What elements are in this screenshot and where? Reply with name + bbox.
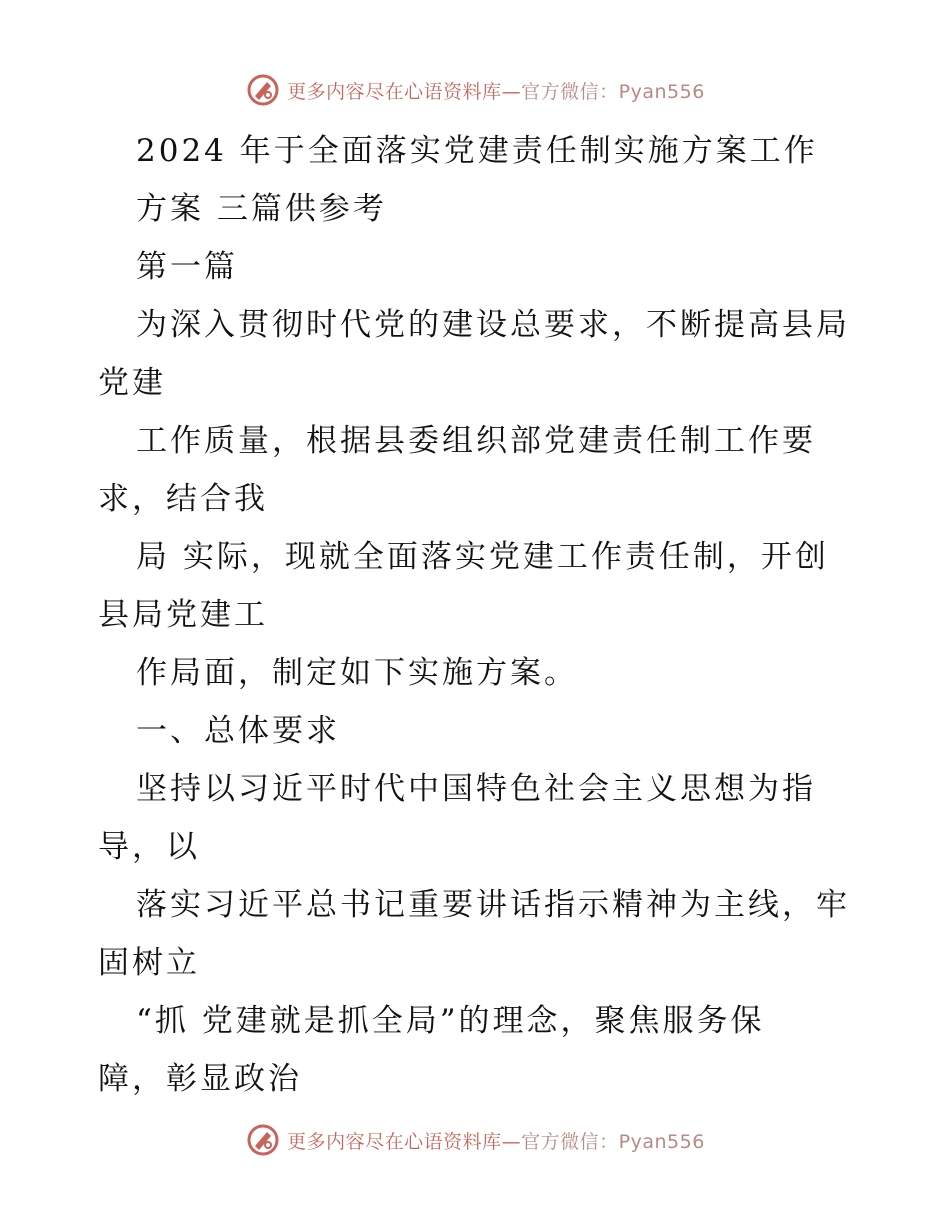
doc-line-15: 固树立 bbox=[98, 945, 200, 981]
watermark-dash: — bbox=[501, 80, 522, 103]
watermark-suffix: 官方微信：Pyan556 bbox=[521, 80, 705, 103]
header-watermark bbox=[0, 70, 950, 110]
footer-watermark bbox=[0, 1120, 950, 1160]
doc-line-13: 导，以 bbox=[98, 829, 200, 865]
document-body bbox=[98, 122, 878, 1108]
doc-line-2: 方案 三篇供参考 bbox=[136, 191, 387, 227]
doc-line-6: 工作质量，根据县委组织部党建责任制工作要 bbox=[136, 423, 816, 459]
doc-line-12: 坚持以习近平时代中国特色社会主义思想为指 bbox=[136, 771, 816, 807]
doc-line-14: 落实习近平总书记重要讲话指示精神为主线，牢 bbox=[136, 887, 850, 923]
doc-line-3: 第一篇 bbox=[136, 249, 238, 285]
logo-icon bbox=[245, 72, 281, 108]
watermark-text bbox=[287, 1127, 705, 1154]
watermark-suffix: 官方微信：Pyan556 bbox=[521, 1130, 705, 1153]
watermark-dash: — bbox=[501, 1130, 522, 1153]
watermark-main: 更多内容尽在心语资料库 bbox=[287, 80, 502, 103]
watermark-main: 更多内容尽在心语资料库 bbox=[287, 1130, 502, 1153]
doc-line-16: “抓 党建就是抓全局”的理念，聚焦服务保 bbox=[136, 1003, 765, 1039]
doc-line-17: 障，彰显政治 bbox=[98, 1061, 302, 1097]
doc-line-11: 一、总体要求 bbox=[136, 713, 340, 749]
doc-line-10: 作局面，制定如下实施方案。 bbox=[136, 655, 578, 691]
doc-line-9: 县局党建工 bbox=[98, 597, 268, 633]
doc-line-8: 局 实际，现就全面落实党建工作责任制，开创 bbox=[136, 539, 829, 575]
logo-icon bbox=[245, 1122, 281, 1158]
doc-line-7: 求，结合我 bbox=[98, 481, 268, 517]
doc-line-5: 党建 bbox=[98, 365, 166, 401]
doc-line-4: 为深入贯彻时代党的建设总要求，不断提高县局 bbox=[136, 307, 850, 343]
watermark-text bbox=[287, 77, 705, 104]
doc-line-1: 2024 年于全面落实党建责任制实施方案工作 bbox=[136, 133, 818, 169]
